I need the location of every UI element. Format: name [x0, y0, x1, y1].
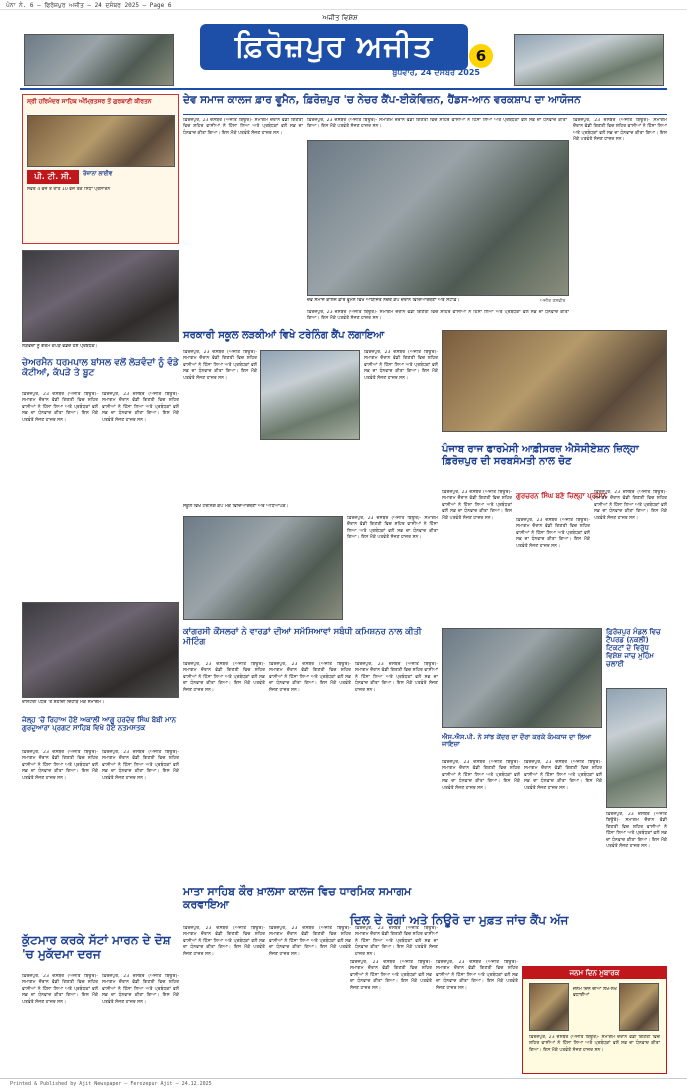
ad-channel-name: ਪੀ. ਟੀ. ਸੀ.: [27, 170, 79, 184]
story6-headline: ਮਾਤਾ ਸਾਹਿਬ ਕੌਰ ਖ਼ਾਲਸਾ ਕਾਲਜ ਵਿਚ ਧਾਰਮਿਕ ਸਮਾਗਮ ਕਰਵਾਇਆ: [183, 885, 412, 911]
story9-col-1: ਫ਼ਿਰੋਜ਼ਪੁਰ, 23 ਦਸੰਬਰ (ਅਜੀਤ ਬਿਊਰੋ)- ਸਮਾਗਮ ਦੌਰਾਨ ਵੱਡੀ ਗਿਣਤੀ ਵਿਚ ਸ਼ਹਿਰ ਵਾਸੀਆਂ ਨੇ ਹਿੱਸਾ ਲਿਆ ਅਤੇ ਪ੍ਰਬੰਧਕਾਂ ਵਲੋਂ ਸਭ ਦਾ ਧੰਨਵਾਦ ਕੀਤਾ ਗਿਆ। ਇਸ ਮੌਕੇ ਪਤਵੰਤੇ ਸੱਜਣ ਹਾਜ਼ਰ ਸਨ।: [442, 760, 520, 791]
birthday-note: ਜਨਮ ਦਿਨ ਦੀਆਂ ਲੱਖ-ਲੱਖ ਵਧਾਈਆਂ: [573, 987, 617, 998]
story4-col-1: ਫ਼ਿਰੋਜ਼ਪੁਰ, 23 ਦਸੰਬਰ (ਅਜੀਤ ਬਿਊਰੋ)- ਸਮਾਗਮ ਦੌਰਾਨ ਵੱਡੀ ਗਿਣਤੀ ਵਿਚ ਸ਼ਹਿਰ ਵਾਸੀਆਂ ਨੇ ਹਿੱਸਾ ਲਿਆ ਅਤੇ ਪ੍ਰਬੰਧਕਾਂ ਵਲੋਂ ਸਭ ਦਾ ਧੰਨਵਾਦ ਕੀਤਾ ਗਿਆ। ਇਸ ਮੌਕੇ ਪਤਵੰਤੇ ਸੱਜਣ ਹਾਜ਼ਰ ਸਨ।: [183, 350, 257, 381]
story5-col-1: ਫ਼ਿਰੋਜ਼ਪੁਰ, 23 ਦਸੰਬਰ (ਅਜੀਤ ਬਿਊਰੋ)- ਸਮਾਗਮ ਦੌਰਾਨ ਵੱਡੀ ਗਿਣਤੀ ਵਿਚ ਸ਼ਹਿਰ ਵਾਸੀਆਂ ਨੇ ਹਿੱਸਾ ਲਿਆ ਅਤੇ ਪ੍ਰਬੰਧਕਾਂ ਵਲੋਂ ਸਭ ਦਾ ਧੰਨਵਾਦ ਕੀਤਾ ਗਿਆ। ਇਸ ਮੌਕੇ ਪਤਵੰਤੇ ਸੱਜਣ ਹਾਜ਼ਰ ਸਨ।: [183, 662, 265, 693]
story6-col-3: ਫ਼ਿਰੋਜ਼ਪੁਰ, 23 ਦਸੰਬਰ (ਅਜੀਤ ਬਿਊਰੋ)- ਸਮਾਗਮ ਦੌਰਾਨ ਵੱਡੀ ਗਿਣਤੀ ਵਿਚ ਸ਼ਹਿਰ ਵਾਸੀਆਂ ਨੇ ਹਿੱਸਾ ਲਿਆ ਅਤੇ ਪ੍ਰਬੰਧਕਾਂ ਵਲੋਂ ਸਭ ਦਾ ਧੰਨਵਾਦ ਕੀਤਾ ਗਿਆ। ਇਸ ਮੌਕੇ ਪਤਵੰਤੇ ਸੱਜਣ ਹਾਜ਼ਰ ਸਨ।: [355, 926, 438, 957]
story2-col-2: ਫ਼ਿਰੋਜ਼ਪੁਰ, 23 ਦਸੰਬਰ (ਅਜੀਤ ਬਿਊਰੋ)- ਸਮਾਗਮ ਦੌਰਾਨ ਵੱਡੀ ਗਿਣਤੀ ਵਿਚ ਸ਼ਹਿਰ ਵਾਸੀਆਂ ਨੇ ਹਿੱਸਾ ਲਿਆ ਅਤੇ ਪ੍ਰਬੰਧਕਾਂ ਵਲੋਂ ਸਭ ਦਾ ਧੰਨਵਾਦ ਕੀਤਾ ਗਿਆ। ਇਸ ਮੌਕੇ ਪਤਵੰਤੇ ਸੱਜਣ ਹਾਜ਼ਰ ਸਨ।: [102, 750, 179, 781]
story10-col-1: ਫ਼ਿਰੋਜ਼ਪੁਰ, 23 ਦਸੰਬਰ (ਅਜੀਤ ਬਿਊਰੋ)- ਸਮਾਗਮ ਦੌਰਾਨ ਵੱਡੀ ਗਿਣਤੀ ਵਿਚ ਸ਼ਹਿਰ ਵਾਸੀਆਂ ਨੇ ਹਿੱਸਾ ਲਿਆ ਅਤੇ ਪ੍ਰਬੰਧਕਾਂ ਵਲੋਂ ਸਭ ਦਾ ਧੰਨਵਾਦ ਕੀਤਾ ਗਿਆ। ਇਸ ਮੌਕੇ ਪਤਵੰਤੇ ਸੱਜਣ ਹਾਜ਼ਰ ਸਨ।: [350, 960, 432, 991]
ad-line-1: ਰੋਜ਼ਾਨਾ ਲਾਈਵ: [83, 171, 113, 177]
story2-col-1: ਫ਼ਿਰੋਜ਼ਪੁਰ, 23 ਦਸੰਬਰ (ਅਜੀਤ ਬਿਊਰੋ)- ਸਮਾਗਮ ਦੌਰਾਨ ਵੱਡੀ ਗਿਣਤੀ ਵਿਚ ਸ਼ਹਿਰ ਵਾਸੀਆਂ ਨੇ ਹਿੱਸਾ ਲਿਆ ਅਤੇ ਪ੍ਰਬੰਧਕਾਂ ਵਲੋਂ ਸਭ ਦਾ ਧੰਨਵਾਦ ਕੀਤਾ ਗਿਆ। ਇਸ ਮੌਕੇ ਪਤਵੰਤੇ ਸੱਜਣ ਹਾਜ਼ਰ ਸਨ।: [22, 750, 98, 781]
story4-headline: ਸਰਕਾਰੀ ਸਕੂਲ ਲੜਕੀਆਂ ਵਿਖੇ ਟਰੇਨਿੰਗ ਕੈਂਪ ਲਗਾਇਆ: [183, 330, 385, 341]
page-number-badge: 6: [469, 44, 493, 68]
story7-subhead: ਗੁਰਚਰਨ ਸਿੰਘ ਬਣੇ ਜ਼ਿਲ੍ਹਾ ਪ੍ਰਧਾਨ: [516, 492, 607, 500]
story3-col-2: ਫ਼ਿਰੋਜ਼ਪੁਰ, 23 ਦਸੰਬਰ (ਅਜੀਤ ਬਿਊਰੋ)- ਸਮਾਗਮ ਦੌਰਾਨ ਵੱਡੀ ਗਿਣਤੀ ਵਿਚ ਸ਼ਹਿਰ ਵਾਸੀਆਂ ਨੇ ਹਿੱਸਾ ਲਿਆ ਅਤੇ ਪ੍ਰਬੰਧਕਾਂ ਵਲੋਂ ਸਭ ਦਾ ਧੰਨਵਾਦ ਕੀਤਾ ਗਿਆ। ਇਸ ਮੌਕੇ ਪਤਵੰਤੇ ਸੱਜਣ ਹਾਜ਼ਰ ਸਨ।: [102, 974, 179, 1005]
story4-photo-1: [260, 350, 360, 440]
story4-caption: ਸਕੂਲ ਵਿਖੇ ਟਰੇਨਿੰਗ ਕੈਂਪ ਮੌਕੇ ਵਿਦਿਆਰਥਣਾਂ ਅਤੇ ਅਧਿਆਪਕ।: [183, 504, 289, 509]
story6-col-1: ਫ਼ਿਰੋਜ਼ਪੁਰ, 23 ਦਸੰਬਰ (ਅਜੀਤ ਬਿਊਰੋ)- ਸਮਾਗਮ ਦੌਰਾਨ ਵੱਡੀ ਗਿਣਤੀ ਵਿਚ ਸ਼ਹਿਰ ਵਾਸੀਆਂ ਨੇ ਹਿੱਸਾ ਲਿਆ ਅਤੇ ਪ੍ਰਬੰਧਕਾਂ ਵਲੋਂ ਸਭ ਦਾ ਧੰਨਵਾਦ ਕੀਤਾ ਗਿਆ। ਇਸ ਮੌਕੇ ਪਤਵੰਤੇ ਸੱਜਣ ਹਾਜ਼ਰ ਸਨ।: [183, 926, 265, 957]
story9-col-2: ਫ਼ਿਰੋਜ਼ਪੁਰ, 23 ਦਸੰਬਰ (ਅਜੀਤ ਬਿਊਰੋ)- ਸਮਾਗਮ ਦੌਰਾਨ ਵੱਡੀ ਗਿਣਤੀ ਵਿਚ ਸ਼ਹਿਰ ਵਾਸੀਆਂ ਨੇ ਹਿੱਸਾ ਲਿਆ ਅਤੇ ਪ੍ਰਬੰਧਕਾਂ ਵਲੋਂ ਸਭ ਦਾ ਧੰਨਵਾਦ ਕੀਤਾ ਗਿਆ। ਇਸ ਮੌਕੇ ਪਤਵੰਤੇ ਸੱਜਣ ਹਾਜ਼ਰ ਸਨ।: [524, 760, 602, 791]
story2-photo: [22, 602, 179, 698]
story1-caption: ਲੋੜਵੰਦਾਂ ਨੂੰ ਗਰਮ ਕੱਪੜੇ ਵੰਡਦੇ ਹੋਏ ਪ੍ਰਬੰਧਕ।: [22, 344, 98, 349]
birthday-body: ਫ਼ਿਰੋਜ਼ਪੁਰ, 23 ਦਸੰਬਰ (ਅਜੀਤ ਬਿਊਰੋ)- ਸਮਾਗਮ ਦੌਰਾਨ ਵੱਡੀ ਗਿਣਤੀ ਵਿਚ ਸ਼ਹਿਰ ਵਾਸੀਆਂ ਨੇ ਹਿੱਸਾ ਲਿਆ ਅਤੇ ਪ੍ਰਬੰਧਕਾਂ ਵਲੋਂ ਸਭ ਦਾ ਧੰਨਵਾਦ ਕੀਤਾ ਗਿਆ। ਇਸ ਮੌਕੇ ਪਤਵੰਤੇ ਸੱਜਣ ਹਾਜ਼ਰ ਸਨ।: [529, 1035, 660, 1053]
ad-body: ਸਵੇਰੇ 4 ਵਜੇ ਤੋਂ ਰਾਤ 10 ਵਜੇ ਤੱਕ ਸਿੱਧਾ ਪ੍ਰਸਾਰਨ: [27, 187, 111, 192]
story10-headline: ਦਿਲ ਦੇ ਰੋਗਾਂ ਅਤੇ ਨਿਊਰੋ ਦਾ ਮੁਫ਼ਤ ਜਾਂਚ ਕੈਂਪ ਅੱਜ: [350, 913, 569, 927]
story3-col-1: ਫ਼ਿਰੋਜ਼ਪੁਰ, 23 ਦਸੰਬਰ (ਅਜੀਤ ਬਿਊਰੋ)- ਸਮਾਗਮ ਦੌਰਾਨ ਵੱਡੀ ਗਿਣਤੀ ਵਿਚ ਸ਼ਹਿਰ ਵਾਸੀਆਂ ਨੇ ਹਿੱਸਾ ਲਿਆ ਅਤੇ ਪ੍ਰਬੰਧਕਾਂ ਵਲੋਂ ਸਭ ਦਾ ਧੰਨਵਾਦ ਕੀਤਾ ਗਿਆ। ਇਸ ਮੌਕੇ ਪਤਵੰਤੇ ਸੱਜਣ ਹਾਜ਼ਰ ਸਨ।: [22, 974, 98, 1005]
main-story-col-2: ਫ਼ਿਰੋਜ਼ਪੁਰ, 23 ਦਸੰਬਰ (ਅਜੀਤ ਬਿਊਰੋ)- ਸਮਾਗਮ ਦੌਰਾਨ ਵੱਡੀ ਗਿਣਤੀ ਵਿਚ ਸ਼ਹਿਰ ਵਾਸੀਆਂ ਨੇ ਹਿੱਸਾ ਲਿਆ ਅਤੇ ਪ੍ਰਬੰਧਕਾਂ ਵਲੋਂ ਸਭ ਦਾ ਧੰਨਵਾਦ ਕੀਤਾ ਗਿਆ। ਇਸ ਮੌਕੇ ਪਤਵੰਤੇ ਸੱਜਣ ਹਾਜ਼ਰ ਸਨ।: [307, 118, 567, 130]
story3-headline: ਕੁੱਟਮਾਰ ਕਰਕੇ ਸੱਟਾਂ ਮਾਰਨ ਦੇ ਦੋਸ਼ 'ਚ ਮੁਕੱਦਮਾ ਦਰਜ: [22, 933, 171, 961]
story8-headline: ਫ਼ਿਰੋਜ਼ਪੁਰ ਮੰਡਲ ਵਿਚ ਟੈਂਪਰਡ (ਨਕਲੀ) ਟਿਕਟਾਂ ਦੇ ਵਿਰੁੱਧ ਵਿਸ਼ੇਸ਼ ਜਾਂਚ ਮੁਹਿੰਮ ਚਲਾਈ: [606, 628, 661, 669]
main-story-credit: ਅਜੀਤ ਤਸਵੀਰ: [540, 299, 566, 304]
ptc-advertisement: [22, 94, 179, 244]
birthday-photo-2: [619, 983, 659, 1031]
story5-col-3: ਫ਼ਿਰੋਜ਼ਪੁਰ, 23 ਦਸੰਬਰ (ਅਜੀਤ ਬਿਊਰੋ)- ਸਮਾਗਮ ਦੌਰਾਨ ਵੱਡੀ ਗਿਣਤੀ ਵਿਚ ਸ਼ਹਿਰ ਵਾਸੀਆਂ ਨੇ ਹਿੱਸਾ ਲਿਆ ਅਤੇ ਪ੍ਰਬੰਧਕਾਂ ਵਲੋਂ ਸਭ ਦਾ ਧੰਨਵਾਦ ਕੀਤਾ ਗਿਆ। ਇਸ ਮੌਕੇ ਪਤਵੰਤੇ ਸੱਜਣ ਹਾਜ਼ਰ ਸਨ।: [355, 662, 438, 693]
main-headline: ਦੇਵ ਸਮਾਜ ਕਾਲਜ ਫ਼ਾਰ ਵੂਮੈਨ, ਫ਼ਿਰੋਜ਼ਪੁਰ 'ਚ ਨੇਚਰ ਕੈਂਪ-ਈਕੋਵਿਜ਼ਨ, ਹੈਂਡਸ-ਆਨ ਵਰਕਸ਼ਾਪ ਦਾ ਆਯੋਜਨ: [183, 94, 581, 106]
story2-caption: ਰਾਸ਼ਟਰੀ ਪੱਧਰ 'ਤੇ ਸ਼ਹੀਦੀ ਦਿਹਾੜੇ ਮੌਕੇ ਸਮਾਗਮ।: [22, 700, 105, 705]
main-story-col-4: ਫ਼ਿਰੋਜ਼ਪੁਰ, 23 ਦਸੰਬਰ (ਅਜੀਤ ਬਿਊਰੋ)- ਸਮਾਗਮ ਦੌਰਾਨ ਵੱਡੀ ਗਿਣਤੀ ਵਿਚ ਸ਼ਹਿਰ ਵਾਸੀਆਂ ਨੇ ਹਿੱਸਾ ਲਿਆ ਅਤੇ ਪ੍ਰਬੰਧਕਾਂ ਵਲੋਂ ਸਭ ਦਾ ਧੰਨਵਾਦ ਕੀਤਾ ਗਿਆ। ਇਸ ਮੌਕੇ ਪਤਵੰਤੇ ਸੱਜਣ ਹਾਜ਼ਰ ਸਨ।: [573, 118, 667, 143]
print-footer: Printed & Published by Ajit Newspaper — Ferozepur Ajit — 24.12.2025: [0, 1078, 687, 1089]
main-story-col-1: ਫ਼ਿਰੋਜ਼ਪੁਰ, 23 ਦਸੰਬਰ (ਅਜੀਤ ਬਿਊਰੋ)- ਸਮਾਗਮ ਦੌਰਾਨ ਵੱਡੀ ਗਿਣਤੀ ਵਿਚ ਸ਼ਹਿਰ ਵਾਸੀਆਂ ਨੇ ਹਿੱਸਾ ਲਿਆ ਅਤੇ ਪ੍ਰਬੰਧਕਾਂ ਵਲੋਂ ਸਭ ਦਾ ਧੰਨਵਾਦ ਕੀਤਾ ਗਿਆ। ਇਸ ਮੌਕੇ ਪਤਵੰਤੇ ਸੱਜਣ ਹਾਜ਼ਰ ਸਨ।: [183, 118, 303, 136]
story8-col: ਫ਼ਿਰੋਜ਼ਪੁਰ, 23 ਦਸੰਬਰ (ਅਜੀਤ ਬਿਊਰੋ)- ਸਮਾਗਮ ਦੌਰਾਨ ਵੱਡੀ ਗਿਣਤੀ ਵਿਚ ਸ਼ਹਿਰ ਵਾਸੀਆਂ ਨੇ ਹਿੱਸਾ ਲਿਆ ਅਤੇ ਪ੍ਰਬੰਧਕਾਂ ਵਲੋਂ ਸਭ ਦਾ ਧੰਨਵਾਦ ਕੀਤਾ ਗਿਆ। ਇਸ ਮੌਕੇ ਪਤਵੰਤੇ ਸੱਜਣ ਹਾਜ਼ਰ ਸਨ।: [606, 812, 667, 850]
story7-col-3: ਫ਼ਿਰੋਜ਼ਪੁਰ, 23 ਦਸੰਬਰ (ਅਜੀਤ ਬਿਊਰੋ)- ਸਮਾਗਮ ਦੌਰਾਨ ਵੱਡੀ ਗਿਣਤੀ ਵਿਚ ਸ਼ਹਿਰ ਵਾਸੀਆਂ ਨੇ ਹਿੱਸਾ ਲਿਆ ਅਤੇ ਪ੍ਰਬੰਧਕਾਂ ਵਲੋਂ ਸਭ ਦਾ ਧੰਨਵਾਦ ਕੀਤਾ ਗਿਆ। ਇਸ ਮੌਕੇ ਪਤਵੰਤੇ ਸੱਜਣ ਹਾਜ਼ਰ ਸਨ।: [594, 490, 667, 521]
story5-headline: ਕਾਂਗਰਸੀ ਕੌਂਸਲਰਾਂ ਨੇ ਵਾਰਡਾਂ ਦੀਆਂ ਸਮੱਸਿਆਵਾਂ ਸਬੰਧੀ ਕਮਿਸ਼ਨਰ ਨਾਲ ਕੀਤੀ ਮੀਟਿੰਗ: [183, 627, 422, 647]
story6-col-2: ਫ਼ਿਰੋਜ਼ਪੁਰ, 23 ਦਸੰਬਰ (ਅਜੀਤ ਬਿਊਰੋ)- ਸਮਾਗਮ ਦੌਰਾਨ ਵੱਡੀ ਗਿਣਤੀ ਵਿਚ ਸ਼ਹਿਰ ਵਾਸੀਆਂ ਨੇ ਹਿੱਸਾ ਲਿਆ ਅਤੇ ਪ੍ਰਬੰਧਕਾਂ ਵਲੋਂ ਸਭ ਦਾ ਧੰਨਵਾਦ ਕੀਤਾ ਗਿਆ। ਇਸ ਮੌਕੇ ਪਤਵੰਤੇ ਸੱਜਣ ਹਾਜ਼ਰ ਸਨ।: [269, 926, 351, 957]
masthead-date: ਬੁੱਧਵਾਰ, 24 ਦਸੰਬਰ 2025: [392, 68, 480, 77]
main-story-photo: [307, 140, 569, 296]
story1-col-1: ਫ਼ਿਰੋਜ਼ਪੁਰ, 23 ਦਸੰਬਰ (ਅਜੀਤ ਬਿਊਰੋ)- ਸਮਾਗਮ ਦੌਰਾਨ ਵੱਡੀ ਗਿਣਤੀ ਵਿਚ ਸ਼ਹਿਰ ਵਾਸੀਆਂ ਨੇ ਹਿੱਸਾ ਲਿਆ ਅਤੇ ਪ੍ਰਬੰਧਕਾਂ ਵਲੋਂ ਸਭ ਦਾ ਧੰਨਵਾਦ ਕੀਤਾ ਗਿਆ। ਇਸ ਮੌਕੇ ਪਤਵੰਤੇ ਸੱਜਣ ਹਾਜ਼ਰ ਸਨ।: [22, 392, 98, 423]
masthead-rule: [20, 88, 667, 90]
masthead-title: ਫ਼ਿਰੋਜ਼ਪੁਰ ਅਜੀਤ: [200, 24, 468, 70]
ad-title: ਸ੍ਰੀ ਹਰਿਮੰਦਰ ਸਾਹਿਬ ਅੰਮ੍ਰਿਤਸਰ ਤੋਂ ਗੁਰਬਾਣੀ ਕੀਰਤਨ: [27, 98, 152, 105]
masthead-left-photo: [24, 34, 174, 86]
story9-photo: [442, 628, 602, 728]
story5-col-2: ਫ਼ਿਰੋਜ਼ਪੁਰ, 23 ਦਸੰਬਰ (ਅਜੀਤ ਬਿਊਰੋ)- ਸਮਾਗਮ ਦੌਰਾਨ ਵੱਡੀ ਗਿਣਤੀ ਵਿਚ ਸ਼ਹਿਰ ਵਾਸੀਆਂ ਨੇ ਹਿੱਸਾ ਲਿਆ ਅਤੇ ਪ੍ਰਬੰਧਕਾਂ ਵਲੋਂ ਸਭ ਦਾ ਧੰਨਵਾਦ ਕੀਤਾ ਗਿਆ। ਇਸ ਮੌਕੇ ਪਤਵੰਤੇ ਸੱਜਣ ਹਾਜ਼ਰ ਸਨ।: [269, 662, 351, 693]
main-story-caption: ਦੇਵ ਸਮਾਜ ਕਾਲਜ ਫ਼ਾਰ ਵੂਮੈਨ ਵਿਖੇ ਆਯੋਜਿਤ ਨੇਚਰ ਕੈਂਪ ਦੌਰਾਨ ਵਿਦਿਆਰਥਣਾਂ ਅਤੇ ਸਟਾਫ਼।: [307, 298, 460, 303]
story2-headline: ਜੇਲ੍ਹ 'ਚੋਂ ਰਿਹਾਅ ਹੋਏ ਅਕਾਲੀ ਆਗੂ ਹਰਦੇਵ ਸਿੰਘ ਬੋਬੀ ਮਾਨ ਗੁਰਦੁਆਰਾ ਪ੍ਰਗਟ ਸਾਹਿਬ ਵਿਖੇ ਹੋਏ ਨਤਮਸਤਕ: [22, 716, 176, 733]
print-info-line: ਪੰਨਾ ਨੰ. 6 — ਫਿਰੋਜ਼ਪੁਰ ਅਜੀਤ — 24 ਦਸੰਬਰ 2025 — Page 6: [0, 0, 687, 10]
birthday-title: ਜਨਮ ਦਿਨ ਮੁਬਾਰਕ: [523, 967, 666, 979]
story10-col-2: ਫ਼ਿਰੋਜ਼ਪੁਰ, 23 ਦਸੰਬਰ (ਅਜੀਤ ਬਿਊਰੋ)- ਸਮਾਗਮ ਦੌਰਾਨ ਵੱਡੀ ਗਿਣਤੀ ਵਿਚ ਸ਼ਹਿਰ ਵਾਸੀਆਂ ਨੇ ਹਿੱਸਾ ਲਿਆ ਅਤੇ ਪ੍ਰਬੰਧਕਾਂ ਵਲੋਂ ਸਭ ਦਾ ਧੰਨਵਾਦ ਕੀਤਾ ਗਿਆ। ਇਸ ਮੌਕੇ ਪਤਵੰਤੇ ਸੱਜਣ ਹਾਜ਼ਰ ਸਨ।: [436, 960, 518, 991]
story4-col-3: ਫ਼ਿਰੋਜ਼ਪੁਰ, 23 ਦਸੰਬਰ (ਅਜੀਤ ਬਿਊਰੋ)- ਸਮਾਗਮ ਦੌਰਾਨ ਵੱਡੀ ਗਿਣਤੀ ਵਿਚ ਸ਼ਹਿਰ ਵਾਸੀਆਂ ਨੇ ਹਿੱਸਾ ਲਿਆ ਅਤੇ ਪ੍ਰਬੰਧਕਾਂ ਵਲੋਂ ਸਭ ਦਾ ਧੰਨਵਾਦ ਕੀਤਾ ਗਿਆ। ਇਸ ਮੌਕੇ ਪਤਵੰਤੇ ਸੱਜਣ ਹਾਜ਼ਰ ਸਨ।: [347, 516, 438, 541]
story4-photo-2: [183, 516, 343, 620]
masthead-tagline: ਅਜੀਤ ਵਿਸ਼ੇਸ਼: [322, 14, 358, 22]
story1-col-2: ਫ਼ਿਰੋਜ਼ਪੁਰ, 23 ਦਸੰਬਰ (ਅਜੀਤ ਬਿਊਰੋ)- ਸਮਾਗਮ ਦੌਰਾਨ ਵੱਡੀ ਗਿਣਤੀ ਵਿਚ ਸ਼ਹਿਰ ਵਾਸੀਆਂ ਨੇ ਹਿੱਸਾ ਲਿਆ ਅਤੇ ਪ੍ਰਬੰਧਕਾਂ ਵਲੋਂ ਸਭ ਦਾ ਧੰਨਵਾਦ ਕੀਤਾ ਗਿਆ। ਇਸ ਮੌਕੇ ਪਤਵੰਤੇ ਸੱਜਣ ਹਾਜ਼ਰ ਸਨ।: [102, 392, 179, 423]
story7-col-1: ਫ਼ਿਰੋਜ਼ਪੁਰ, 23 ਦਸੰਬਰ (ਅਜੀਤ ਬਿਊਰੋ)- ਸਮਾਗਮ ਦੌਰਾਨ ਵੱਡੀ ਗਿਣਤੀ ਵਿਚ ਸ਼ਹਿਰ ਵਾਸੀਆਂ ਨੇ ਹਿੱਸਾ ਲਿਆ ਅਤੇ ਪ੍ਰਬੰਧਕਾਂ ਵਲੋਂ ਸਭ ਦਾ ਧੰਨਵਾਦ ਕੀਤਾ ਗਿਆ। ਇਸ ਮੌਕੇ ਪਤਵੰਤੇ ਸੱਜਣ ਹਾਜ਼ਰ ਸਨ।: [442, 490, 512, 521]
story1-headline: ਚੇਅਰਮੈਨ ਧਰਮਪਾਲ ਬਾਂਸਲ ਵਲੋਂ ਲੋੜਵੰਦਾਂ ਨੂੰ ਵੰਡੇ ਕੋਟੀਆਂ, ਕੱਪੜੇ ਤੇ ਬੂਟ: [22, 358, 179, 379]
golden-temple-photo: [27, 115, 175, 167]
birthday-box: [522, 966, 667, 1074]
main-story-col-3: ਫ਼ਿਰੋਜ਼ਪੁਰ, 23 ਦਸੰਬਰ (ਅਜੀਤ ਬਿਊਰੋ)- ਸਮਾਗਮ ਦੌਰਾਨ ਵੱਡੀ ਗਿਣਤੀ ਵਿਚ ਸ਼ਹਿਰ ਵਾਸੀਆਂ ਨੇ ਹਿੱਸਾ ਲਿਆ ਅਤੇ ਪ੍ਰਬੰਧਕਾਂ ਵਲੋਂ ਸਭ ਦਾ ਧੰਨਵਾਦ ਕੀਤਾ ਗਿਆ। ਇਸ ਮੌਕੇ ਪਤਵੰਤੇ ਸੱਜਣ ਹਾਜ਼ਰ ਸਨ।: [307, 310, 569, 322]
masthead-right-photo: [514, 34, 664, 86]
story8-photo: [606, 688, 667, 808]
main-headline-rule: [183, 114, 667, 115]
story7-headline: ਪੰਜਾਬ ਰਾਜ ਫਾਰਮੇਸੀ ਆਫ਼ੀਸਰਜ਼ ਐਸੋਸੀਏਸ਼ਨ ਜ਼ਿਲ੍ਹਾ ਫ਼ਿਰੋਜ਼ਪੁਰ ਦੀ ਸਰਬਸੰਮਤੀ ਨਾਲ ਚੋਣ: [442, 444, 639, 467]
birthday-photo-1: [529, 983, 569, 1031]
story9-headline: ਐਸ.ਐਸ.ਪੀ. ਨੇ ਸਾਂਝ ਕੇਂਦਰ ਦਾ ਦੌਰਾ ਕਰਕੇ ਕੰਮਕਾਜ ਦਾ ਲਿਆ ਜਾਇਜ਼ਾ: [442, 733, 592, 749]
story7-photo: [442, 330, 667, 432]
story7-col-2: ਫ਼ਿਰੋਜ਼ਪੁਰ, 23 ਦਸੰਬਰ (ਅਜੀਤ ਬਿਊਰੋ)- ਸਮਾਗਮ ਦੌਰਾਨ ਵੱਡੀ ਗਿਣਤੀ ਵਿਚ ਸ਼ਹਿਰ ਵਾਸੀਆਂ ਨੇ ਹਿੱਸਾ ਲਿਆ ਅਤੇ ਪ੍ਰਬੰਧਕਾਂ ਵਲੋਂ ਸਭ ਦਾ ਧੰਨਵਾਦ ਕੀਤਾ ਗਿਆ। ਇਸ ਮੌਕੇ ਪਤਵੰਤੇ ਸੱਜਣ ਹਾਜ਼ਰ ਸਨ।: [516, 518, 590, 549]
story1-photo: [22, 250, 179, 342]
story4-col-2: ਫ਼ਿਰੋਜ਼ਪੁਰ, 23 ਦਸੰਬਰ (ਅਜੀਤ ਬਿਊਰੋ)- ਸਮਾਗਮ ਦੌਰਾਨ ਵੱਡੀ ਗਿਣਤੀ ਵਿਚ ਸ਼ਹਿਰ ਵਾਸੀਆਂ ਨੇ ਹਿੱਸਾ ਲਿਆ ਅਤੇ ਪ੍ਰਬੰਧਕਾਂ ਵਲੋਂ ਸਭ ਦਾ ਧੰਨਵਾਦ ਕੀਤਾ ਗਿਆ। ਇਸ ਮੌਕੇ ਪਤਵੰਤੇ ਸੱਜਣ ਹਾਜ਼ਰ ਸਨ।: [364, 350, 438, 381]
